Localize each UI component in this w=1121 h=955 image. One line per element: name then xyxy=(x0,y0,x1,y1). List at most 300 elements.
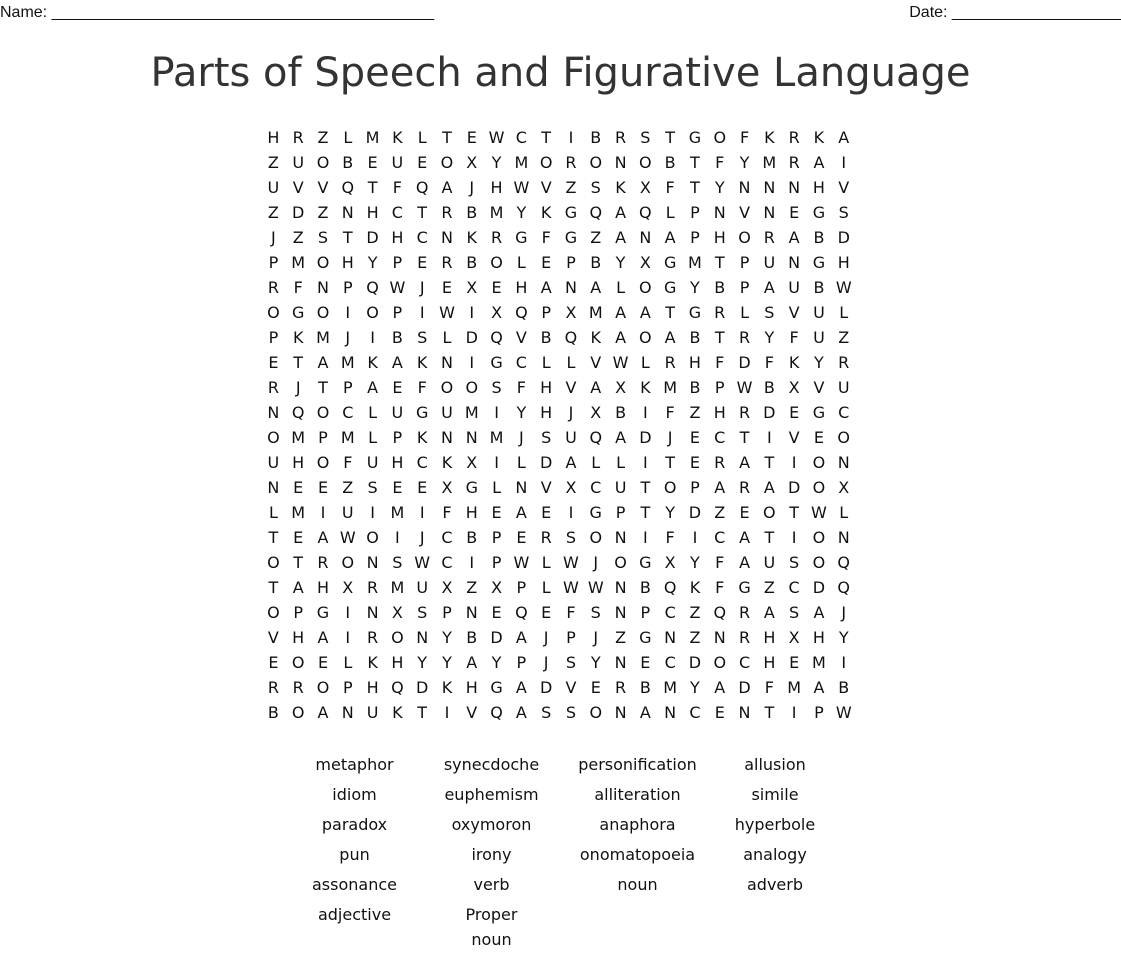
grid-letter: A xyxy=(739,553,751,572)
word-bank-item: irony xyxy=(471,845,512,864)
grid-row xyxy=(261,150,856,175)
grid-letter: H xyxy=(490,178,503,197)
grid-letter: P xyxy=(392,253,403,272)
grid-letter: U xyxy=(267,453,280,472)
grid-letter: T xyxy=(764,528,775,547)
grid-letter: B xyxy=(391,328,403,347)
grid-letter: D xyxy=(639,428,652,447)
grid-letter: Q xyxy=(589,203,603,222)
grid-letter: W xyxy=(835,703,852,722)
grid-letter: L xyxy=(268,503,278,522)
grid-letter: V xyxy=(317,178,329,197)
grid-row xyxy=(261,250,856,275)
grid-letter: M xyxy=(489,428,504,447)
date-field-label: Date: ___________________ xyxy=(909,4,1121,21)
grid-letter: J xyxy=(419,528,425,547)
grid-letter: U xyxy=(813,328,825,347)
grid-letter: H xyxy=(515,278,528,297)
grid-letter: E xyxy=(689,428,700,447)
grid-letter: E xyxy=(516,528,527,547)
grid-letter: Q xyxy=(639,203,652,222)
grid-letter: Z xyxy=(317,203,329,222)
grid-letter: F xyxy=(442,503,452,522)
grid-letter: G xyxy=(589,503,602,522)
grid-letter: P xyxy=(342,378,353,397)
grid-letter: K xyxy=(392,128,403,147)
grid-letter: G xyxy=(490,353,503,372)
grid-letter: G xyxy=(564,228,578,247)
grid-letter: E xyxy=(293,478,304,497)
grid-letter: C xyxy=(515,128,527,147)
grid-letter: A xyxy=(615,303,627,322)
grid-letter: D xyxy=(812,578,826,597)
grid-letter: F xyxy=(343,453,353,472)
grid-letter: A xyxy=(763,278,775,297)
name-field-label: Name: ___________________________________________ xyxy=(0,4,435,21)
grid-letter: P xyxy=(640,603,651,622)
grid-letter: P xyxy=(318,428,328,447)
grid-letter: I xyxy=(419,303,425,322)
grid-letter: B xyxy=(466,203,478,222)
grid-letter: Y xyxy=(665,503,676,522)
grid-letter: S xyxy=(541,703,552,722)
grid-letter: A xyxy=(813,678,825,697)
grid-letter: H xyxy=(763,653,776,672)
grid-letter: A xyxy=(515,678,527,697)
grid-letter: L xyxy=(839,303,849,322)
grid-letter: V xyxy=(515,328,527,347)
grid-letter: R xyxy=(267,678,279,697)
grid-letter: X xyxy=(639,178,651,197)
grid-letter: B xyxy=(590,128,602,147)
grid-letter: R xyxy=(738,403,751,422)
grid-letter: B xyxy=(639,578,651,597)
grid-letter: Z xyxy=(317,128,329,147)
grid-letter: F xyxy=(665,528,675,547)
grid-letter: N xyxy=(366,603,379,622)
grid-letter: U xyxy=(837,378,850,397)
grid-row xyxy=(261,425,856,450)
grid-letter: A xyxy=(813,603,825,622)
grid-letter: H xyxy=(688,353,701,372)
grid-letter: O xyxy=(391,628,404,647)
grid-row xyxy=(261,325,856,350)
grid-letter: Y xyxy=(491,653,502,672)
grid-letter: A xyxy=(714,478,726,497)
grid-letter: T xyxy=(714,253,725,272)
grid-letter: F xyxy=(715,578,725,597)
grid-letter: M xyxy=(316,328,330,347)
grid-letter: O xyxy=(738,228,751,247)
grid-letter: Q xyxy=(515,303,528,322)
word-bank-item: onomatopoeia xyxy=(579,845,696,864)
grid-letter: S xyxy=(789,603,800,622)
grid-letter: O xyxy=(812,553,826,572)
grid-letter: U xyxy=(341,503,354,522)
grid-letter: E xyxy=(417,478,428,497)
grid-letter: J xyxy=(593,553,599,572)
grid-letter: E xyxy=(367,153,378,172)
grid-letter: D xyxy=(490,628,503,647)
grid-letter: C xyxy=(342,403,354,422)
grid-letter: W xyxy=(563,578,579,597)
grid-letter: Y xyxy=(739,153,750,172)
grid-letter: O xyxy=(589,703,603,722)
grid-letter: Z xyxy=(714,503,726,522)
grid-letter: Q xyxy=(713,603,727,622)
word-bank-item: noun xyxy=(617,875,658,894)
grid-letter: K xyxy=(689,578,701,597)
grid-row xyxy=(261,550,856,575)
grid-letter: M xyxy=(340,428,355,447)
grid-letter: J xyxy=(543,653,549,672)
grid-letter: N xyxy=(366,553,379,572)
grid-letter: Y xyxy=(417,653,428,672)
grid-letter: K xyxy=(441,453,453,472)
grid-letter: F xyxy=(789,328,799,347)
grid-letter: D xyxy=(465,328,478,347)
grid-letter: Z xyxy=(267,153,279,172)
grid-letter: B xyxy=(466,628,478,647)
grid-letter: I xyxy=(494,453,499,472)
grid-letter: O xyxy=(663,478,677,497)
grid-letter: K xyxy=(540,203,552,222)
grid-letter: G xyxy=(663,278,677,297)
grid-letter: P xyxy=(442,603,452,622)
grid-letter: W xyxy=(439,303,455,322)
grid-letter: Y xyxy=(690,553,700,572)
grid-letter: I xyxy=(568,503,574,522)
word-bank-item: assonance xyxy=(312,875,397,894)
grid-letter: N xyxy=(267,403,280,422)
grid-letter: F xyxy=(541,228,551,247)
grid-letter: N xyxy=(440,428,453,447)
grid-row xyxy=(261,700,856,725)
grid-letter: T xyxy=(665,453,676,472)
grid-letter: B xyxy=(813,228,825,247)
grid-letter: Z xyxy=(466,578,478,597)
grid-letter: J xyxy=(271,228,276,247)
word-bank-item: simile xyxy=(751,785,799,804)
grid-letter: R xyxy=(292,678,304,697)
grid-letter: K xyxy=(590,328,601,347)
word-bank-item: adverb xyxy=(746,875,803,894)
grid-letter: P xyxy=(293,603,304,622)
word-bank-item: pun xyxy=(339,845,370,864)
grid-letter: A xyxy=(515,703,527,722)
grid-letter: N xyxy=(341,703,354,722)
grid-letter: V xyxy=(838,178,850,197)
grid-letter: L xyxy=(368,403,378,422)
grid-letter: O xyxy=(316,678,330,697)
grid-letter: M xyxy=(514,153,529,172)
grid-letter: B xyxy=(466,253,478,272)
word-bank xyxy=(286,752,835,952)
grid-letter: A xyxy=(292,578,304,597)
grid-letter: E xyxy=(392,478,403,497)
grid-letter: T xyxy=(293,353,304,372)
grid-letter: F xyxy=(417,378,427,397)
grid-letter: H xyxy=(292,628,305,647)
grid-letter: N xyxy=(317,278,329,297)
grid-letter: H xyxy=(465,678,478,697)
grid-letter: A xyxy=(615,428,627,447)
grid-letter: R xyxy=(292,128,304,147)
grid-letter: Z xyxy=(615,628,627,647)
grid-row xyxy=(261,500,856,525)
grid-letter: O xyxy=(713,128,727,147)
grid-letter: L xyxy=(417,128,427,147)
grid-letter: D xyxy=(837,228,850,247)
grid-letter: L xyxy=(616,453,626,472)
grid-letter: K xyxy=(813,128,825,147)
grid-letter: L xyxy=(541,553,551,572)
grid-letter: O xyxy=(639,278,652,297)
word-bank-item: alliteration xyxy=(594,785,681,804)
grid-letter: V xyxy=(590,353,602,372)
grid-letter: R xyxy=(738,628,751,647)
grid-letter: E xyxy=(813,428,824,447)
grid-letter: Q xyxy=(663,578,677,597)
grid-letter: L xyxy=(343,653,353,672)
grid-letter: B xyxy=(763,378,775,397)
grid-letter: C xyxy=(391,203,403,222)
grid-letter: M xyxy=(390,578,405,597)
grid-letter: U xyxy=(366,703,379,722)
grid-letter: C xyxy=(416,453,428,472)
grid-letter: T xyxy=(640,478,651,497)
grid-letter: L xyxy=(566,353,576,372)
grid-letter: F xyxy=(516,378,526,397)
grid-letter: K xyxy=(392,703,403,722)
grid-letter: U xyxy=(391,153,404,172)
grid-letter: Q xyxy=(341,178,355,197)
grid-letter: Z xyxy=(292,228,304,247)
grid-letter: E xyxy=(789,403,800,422)
grid-letter: Q xyxy=(589,428,603,447)
grid-letter: U xyxy=(813,303,825,322)
grid-letter: P xyxy=(516,653,527,672)
grid-letter: Z xyxy=(763,578,775,597)
grid-letter: L xyxy=(492,478,502,497)
grid-letter: Z xyxy=(565,178,577,197)
grid-letter: R xyxy=(540,528,552,547)
grid-letter: Q xyxy=(837,553,851,572)
grid-letter: V xyxy=(540,178,552,197)
grid-letter: R xyxy=(441,253,453,272)
grid-letter: B xyxy=(689,378,701,397)
grid-letter: W xyxy=(513,553,530,572)
word-search-grid xyxy=(261,125,856,725)
grid-letter: W xyxy=(612,353,629,372)
grid-letter: Y xyxy=(442,653,452,672)
grid-letter: P xyxy=(690,478,700,497)
grid-row xyxy=(261,350,856,375)
grid-letter: W xyxy=(835,278,852,297)
grid-letter: F xyxy=(764,678,774,697)
grid-letter: A xyxy=(615,203,627,222)
grid-letter: L xyxy=(516,453,526,472)
grid-letter: X xyxy=(491,578,503,597)
grid-letter: D xyxy=(787,478,801,497)
word-bank-item: paradox xyxy=(321,815,388,834)
grid-letter: N xyxy=(788,253,801,272)
grid-letter: T xyxy=(764,703,775,722)
grid-letter: R xyxy=(714,303,726,322)
grid-letter: N xyxy=(788,178,801,197)
grid-letter: A xyxy=(664,328,676,347)
grid-letter: K xyxy=(466,228,478,247)
grid-letter: Z xyxy=(689,603,701,622)
grid-letter: B xyxy=(714,278,726,297)
grid-letter: P xyxy=(268,328,279,347)
grid-letter: X xyxy=(441,578,453,597)
grid-letter: E xyxy=(392,378,403,397)
grid-letter: I xyxy=(469,553,475,572)
grid-letter: W xyxy=(513,178,530,197)
grid-letter: G xyxy=(639,553,652,572)
word-bank-item: euphemism xyxy=(444,785,539,804)
grid-letter: T xyxy=(268,528,279,547)
grid-letter: L xyxy=(368,428,378,447)
grid-letter: R xyxy=(763,228,775,247)
grid-letter: Q xyxy=(415,178,429,197)
grid-letter: G xyxy=(515,228,528,247)
word-bank-item: adjective xyxy=(317,905,392,924)
grid-letter: X xyxy=(615,378,627,397)
grid-letter: Y xyxy=(690,678,700,697)
grid-letter: O xyxy=(267,303,280,322)
grid-letter: R xyxy=(664,353,676,372)
grid-letter: O xyxy=(267,428,280,447)
grid-letter: E xyxy=(491,503,502,522)
grid-letter: O xyxy=(589,153,603,172)
grid-letter: N xyxy=(341,203,354,222)
grid-letter: P xyxy=(268,253,279,272)
grid-letter: G xyxy=(465,478,478,497)
grid-letter: K xyxy=(367,653,378,672)
grid-letter: L xyxy=(839,503,849,522)
grid-letter: S xyxy=(789,553,800,572)
grid-letter: B xyxy=(664,153,676,172)
grid-letter: D xyxy=(292,203,305,222)
grid-letter: N xyxy=(713,203,726,222)
grid-letter: H xyxy=(341,253,354,272)
grid-letter: I xyxy=(419,503,425,522)
grid-letter: C xyxy=(689,703,701,722)
grid-letter: O xyxy=(812,528,826,547)
grid-letter: H xyxy=(812,628,825,647)
grid-letter: Y xyxy=(838,628,849,647)
grid-letter: T xyxy=(417,703,428,722)
grid-row xyxy=(261,275,856,300)
grid-letter: K xyxy=(441,678,453,697)
grid-letter: H xyxy=(366,678,379,697)
grid-letter: I xyxy=(841,153,847,172)
grid-letter: F xyxy=(293,278,303,297)
grid-letter: I xyxy=(791,453,797,472)
grid-letter: P xyxy=(541,303,551,322)
grid-letter: V xyxy=(565,378,577,397)
grid-letter: R xyxy=(565,153,577,172)
word-bank-item: oxymoron xyxy=(451,815,532,834)
word-bank-item: hyperbole xyxy=(734,815,816,834)
grid-letter: M xyxy=(291,428,306,447)
grid-letter: U xyxy=(366,453,379,472)
grid-letter: J xyxy=(469,178,475,197)
grid-letter: E xyxy=(590,678,601,697)
grid-letter: D xyxy=(540,678,553,697)
grid-letter: N xyxy=(664,628,677,647)
grid-letter: O xyxy=(316,153,330,172)
grid-letter: E xyxy=(317,478,329,497)
grid-letter: K xyxy=(764,128,775,147)
grid-letter: S xyxy=(541,428,552,447)
grid-letter: M xyxy=(390,503,405,522)
word-bank-item: analogy xyxy=(743,845,807,864)
grid-letter: A xyxy=(788,228,800,247)
grid-letter: W xyxy=(587,578,604,597)
grid-letter: S xyxy=(392,553,403,572)
grid-letter: B xyxy=(639,678,651,697)
grid-letter: J xyxy=(667,428,673,447)
grid-letter: A xyxy=(317,628,329,647)
grid-letter: C xyxy=(664,603,676,622)
grid-letter: N xyxy=(614,653,627,672)
grid-letter: O xyxy=(341,553,355,572)
grid-letter: X xyxy=(441,478,453,497)
grid-letter: E xyxy=(417,153,428,172)
grid-letter: D xyxy=(738,678,751,697)
grid-letter: P xyxy=(739,278,750,297)
grid-letter: T xyxy=(268,578,279,597)
grid-letter: L xyxy=(541,353,551,372)
grid-letter: S xyxy=(590,178,601,197)
grid-letter: Y xyxy=(590,653,601,672)
grid-letter: U xyxy=(763,253,776,272)
grid-letter: A xyxy=(714,678,726,697)
grid-letter: N xyxy=(440,353,453,372)
grid-letter: D xyxy=(738,353,751,372)
grid-letter: F xyxy=(715,553,725,572)
grid-letter: O xyxy=(763,503,776,522)
word-bank-item: Proper noun xyxy=(465,905,518,949)
grid-letter: X xyxy=(466,453,478,472)
grid-letter: I xyxy=(642,453,648,472)
grid-letter: Q xyxy=(564,328,578,347)
grid-letter: W xyxy=(736,378,753,397)
grid-letter: N xyxy=(614,153,627,172)
grid-row xyxy=(261,300,856,325)
grid-letter: F xyxy=(715,153,725,172)
grid-letter: L xyxy=(442,328,452,347)
grid-letter: O xyxy=(267,603,280,622)
grid-letter: G xyxy=(490,678,503,697)
grid-letter: I xyxy=(766,428,772,447)
grid-letter: T xyxy=(417,203,428,222)
grid-letter: A xyxy=(565,453,577,472)
grid-letter: L xyxy=(516,253,526,272)
grid-letter: W xyxy=(339,528,356,547)
grid-letter: D xyxy=(763,403,776,422)
grid-letter: R xyxy=(788,153,800,172)
grid-letter: E xyxy=(789,203,800,222)
grid-letter: L xyxy=(640,353,650,372)
grid-letter: R xyxy=(714,453,726,472)
grid-row xyxy=(261,225,856,250)
grid-letter: R xyxy=(267,278,279,297)
grid-letter: A xyxy=(838,128,850,147)
